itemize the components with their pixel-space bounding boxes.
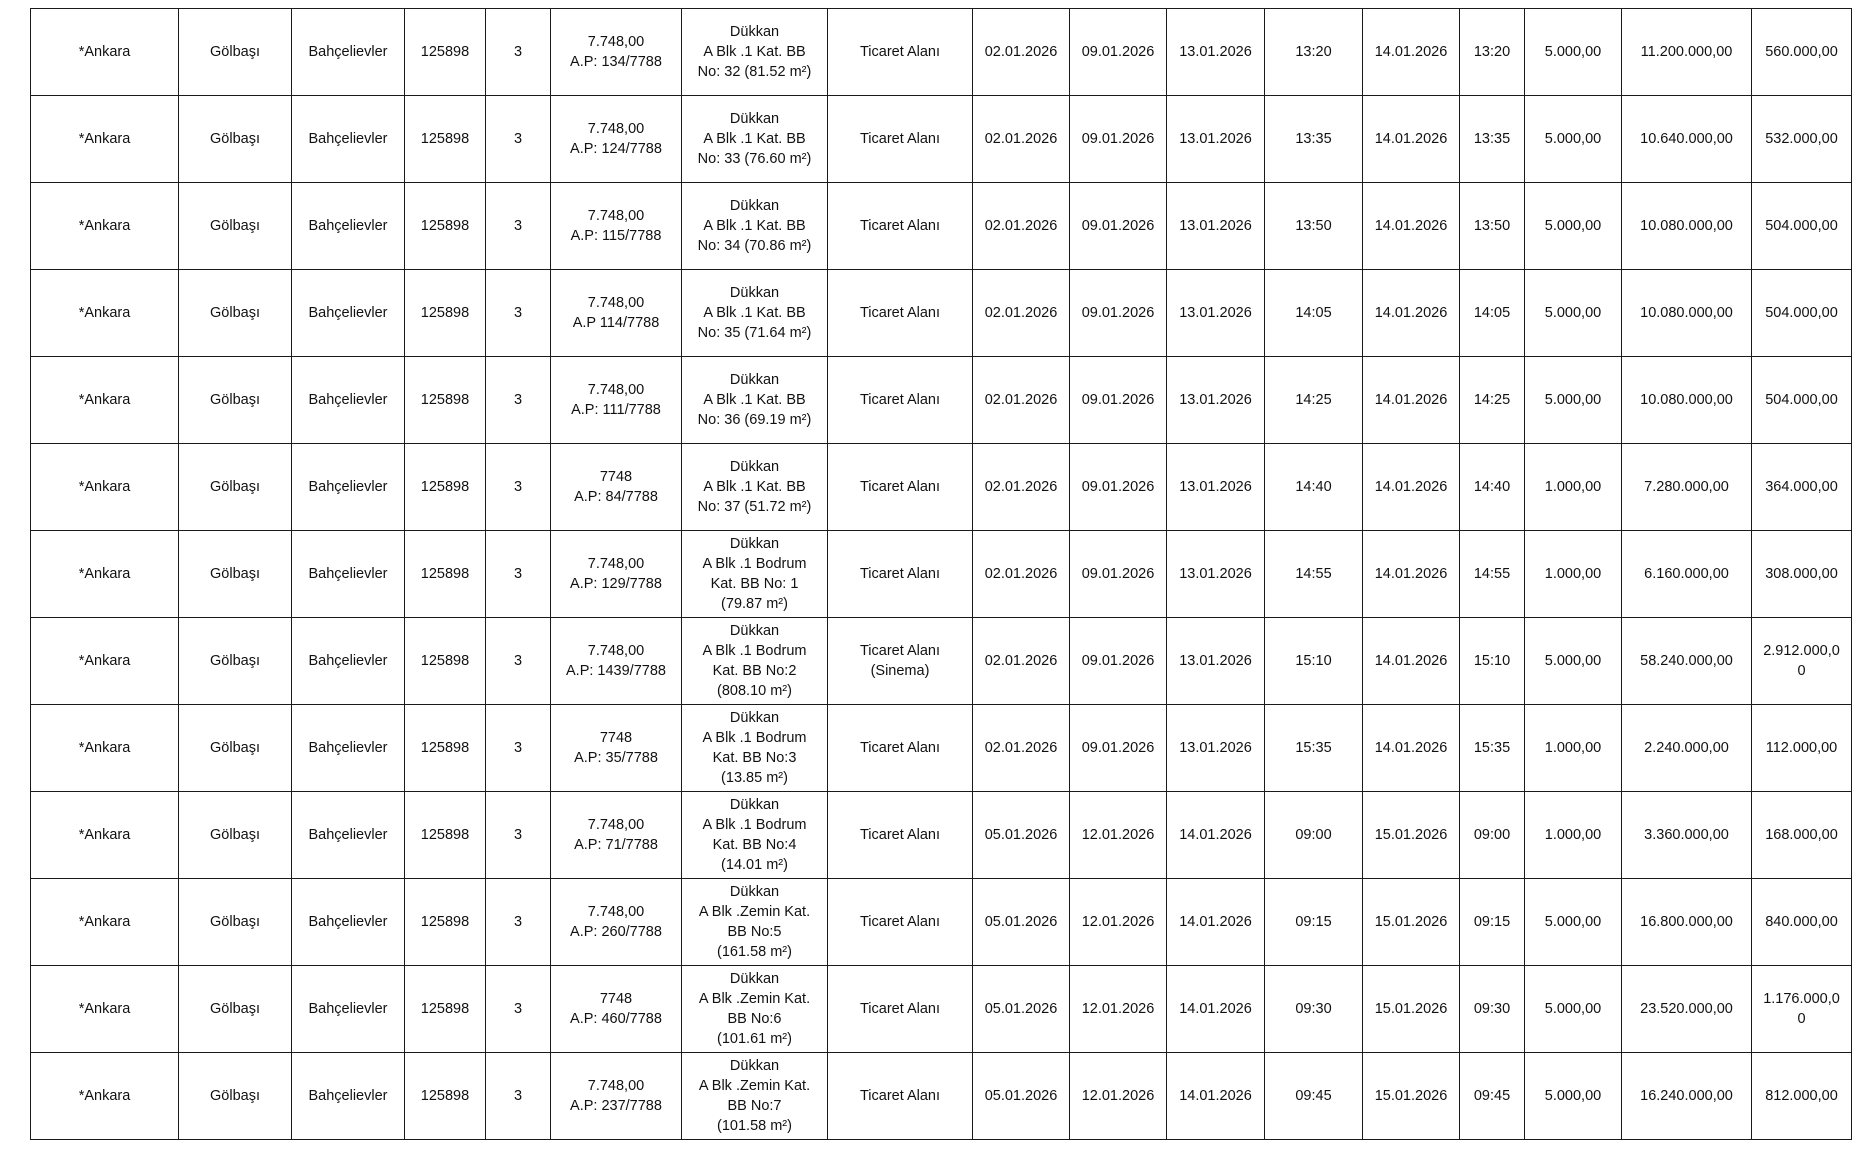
date-cell: 13.01.2026: [1167, 357, 1265, 444]
tender-time-cell: 13:50: [1460, 183, 1525, 270]
zoning-status-cell: Ticaret Alanı: [828, 444, 973, 531]
guarantee-amount-cell: 504.000,00: [1752, 270, 1852, 357]
tender-time-cell: 15:35: [1460, 705, 1525, 792]
area-share-cell: 7.748,00 A.P: 134/7788: [551, 9, 682, 96]
tender-time-cell: 09:45: [1460, 1053, 1525, 1140]
neighborhood-cell: Bahçelievler: [292, 9, 405, 96]
property-description-cell: Dükkan A Blk .1 Bodrum Kat. BB No:3 (13.85 m²): [682, 705, 828, 792]
province-cell: *Ankara: [31, 444, 179, 531]
block-number-cell: 125898: [405, 966, 486, 1053]
zoning-status-cell: Ticaret Alanı: [828, 183, 973, 270]
block-number-cell: 125898: [405, 792, 486, 879]
time-cell: 14:25: [1265, 357, 1363, 444]
neighborhood-cell: Bahçelievler: [292, 357, 405, 444]
table-row: [31, 183, 1852, 270]
table-row: [31, 96, 1852, 183]
block-number-cell: 125898: [405, 183, 486, 270]
tender-date-cell: 15.01.2026: [1363, 966, 1460, 1053]
tender-date-cell: 15.01.2026: [1363, 792, 1460, 879]
province-cell: *Ankara: [31, 618, 179, 705]
district-cell: Gölbaşı: [179, 966, 292, 1053]
date-cell: 14.01.2026: [1167, 966, 1265, 1053]
province-cell: *Ankara: [31, 531, 179, 618]
district-cell: Gölbaşı: [179, 792, 292, 879]
estimated-value-cell: 6.160.000,00: [1622, 531, 1752, 618]
table-row: [31, 1053, 1852, 1140]
tender-time-cell: 14:05: [1460, 270, 1525, 357]
neighborhood-cell: Bahçelievler: [292, 183, 405, 270]
table-row: [31, 792, 1852, 879]
date-cell: 02.01.2026: [973, 444, 1070, 531]
table-row: [31, 705, 1852, 792]
area-share-cell: 7.748,00 A.P: 115/7788: [551, 183, 682, 270]
tender-date-cell: 14.01.2026: [1363, 270, 1460, 357]
date-cell: 13.01.2026: [1167, 270, 1265, 357]
amount-cell: 5.000,00: [1525, 183, 1622, 270]
parcel-number-cell: 3: [486, 792, 551, 879]
date-cell: 13.01.2026: [1167, 444, 1265, 531]
date-cell: 09.01.2026: [1070, 531, 1167, 618]
date-cell: 02.01.2026: [973, 357, 1070, 444]
date-cell: 13.01.2026: [1167, 531, 1265, 618]
table-row: [31, 531, 1852, 618]
tender-time-cell: 13:35: [1460, 96, 1525, 183]
time-cell: 13:20: [1265, 9, 1363, 96]
date-cell: 13.01.2026: [1167, 618, 1265, 705]
table-row: [31, 357, 1852, 444]
district-cell: Gölbaşı: [179, 705, 292, 792]
property-description-cell: Dükkan A Blk .1 Bodrum Kat. BB No:2 (808.10 m²): [682, 618, 828, 705]
time-cell: 14:05: [1265, 270, 1363, 357]
date-cell: 09.01.2026: [1070, 705, 1167, 792]
date-cell: 12.01.2026: [1070, 1053, 1167, 1140]
tender-time-cell: 14:40: [1460, 444, 1525, 531]
zoning-status-cell: Ticaret Alanı: [828, 357, 973, 444]
area-share-cell: 7.748,00 A.P: 124/7788: [551, 96, 682, 183]
time-cell: 13:50: [1265, 183, 1363, 270]
date-cell: 09.01.2026: [1070, 357, 1167, 444]
block-number-cell: 125898: [405, 9, 486, 96]
district-cell: Gölbaşı: [179, 9, 292, 96]
date-cell: 02.01.2026: [973, 9, 1070, 96]
property-description-cell: Dükkan A Blk .Zemin Kat. BB No:6 (101.61 m²): [682, 966, 828, 1053]
tender-time-cell: 09:30: [1460, 966, 1525, 1053]
table-row: [31, 9, 1852, 96]
time-cell: 14:40: [1265, 444, 1363, 531]
neighborhood-cell: Bahçelievler: [292, 531, 405, 618]
estimated-value-cell: 10.080.000,00: [1622, 270, 1752, 357]
province-cell: *Ankara: [31, 270, 179, 357]
neighborhood-cell: Bahçelievler: [292, 444, 405, 531]
guarantee-amount-cell: 364.000,00: [1752, 444, 1852, 531]
estimated-value-cell: 10.080.000,00: [1622, 357, 1752, 444]
zoning-status-cell: Ticaret Alanı: [828, 9, 973, 96]
amount-cell: 1.000,00: [1525, 444, 1622, 531]
property-description-cell: Dükkan A Blk .1 Kat. BB No: 35 (71.64 m²): [682, 270, 828, 357]
date-cell: 14.01.2026: [1167, 792, 1265, 879]
property-description-cell: Dükkan A Blk .1 Kat. BB No: 37 (51.72 m²): [682, 444, 828, 531]
date-cell: 02.01.2026: [973, 618, 1070, 705]
date-cell: 13.01.2026: [1167, 96, 1265, 183]
guarantee-amount-cell: 504.000,00: [1752, 183, 1852, 270]
district-cell: Gölbaşı: [179, 183, 292, 270]
table-row: [31, 618, 1852, 705]
zoning-status-cell: Ticaret Alanı: [828, 966, 973, 1053]
zoning-status-cell: Ticaret Alanı: [828, 96, 973, 183]
tender-date-cell: 14.01.2026: [1363, 531, 1460, 618]
zoning-status-cell: Ticaret Alanı (Sinema): [828, 618, 973, 705]
date-cell: 12.01.2026: [1070, 792, 1167, 879]
zoning-status-cell: Ticaret Alanı: [828, 705, 973, 792]
time-cell: 09:15: [1265, 879, 1363, 966]
date-cell: 12.01.2026: [1070, 879, 1167, 966]
area-share-cell: 7.748,00 A.P: 71/7788: [551, 792, 682, 879]
amount-cell: 1.000,00: [1525, 531, 1622, 618]
estimated-value-cell: 16.240.000,00: [1622, 1053, 1752, 1140]
table-body: [31, 9, 1852, 1140]
neighborhood-cell: Bahçelievler: [292, 705, 405, 792]
zoning-status-cell: Ticaret Alanı: [828, 531, 973, 618]
estimated-value-cell: 10.080.000,00: [1622, 183, 1752, 270]
parcel-number-cell: 3: [486, 618, 551, 705]
date-cell: 02.01.2026: [973, 96, 1070, 183]
area-share-cell: 7.748,00 A.P: 1439/7788: [551, 618, 682, 705]
area-share-cell: 7.748,00 A.P: 237/7788: [551, 1053, 682, 1140]
date-cell: 09.01.2026: [1070, 183, 1167, 270]
province-cell: *Ankara: [31, 9, 179, 96]
date-cell: 09.01.2026: [1070, 444, 1167, 531]
table-row: [31, 270, 1852, 357]
parcel-number-cell: 3: [486, 1053, 551, 1140]
parcel-number-cell: 3: [486, 966, 551, 1053]
neighborhood-cell: Bahçelievler: [292, 792, 405, 879]
tender-date-cell: 14.01.2026: [1363, 618, 1460, 705]
amount-cell: 1.000,00: [1525, 705, 1622, 792]
province-cell: *Ankara: [31, 879, 179, 966]
date-cell: 09.01.2026: [1070, 618, 1167, 705]
estimated-value-cell: 10.640.000,00: [1622, 96, 1752, 183]
guarantee-amount-cell: 840.000,00: [1752, 879, 1852, 966]
date-cell: 05.01.2026: [973, 879, 1070, 966]
time-cell: 14:55: [1265, 531, 1363, 618]
tender-table: [30, 8, 1852, 1140]
guarantee-amount-cell: 1.176.000,0 0: [1752, 966, 1852, 1053]
tender-time-cell: 13:20: [1460, 9, 1525, 96]
amount-cell: 5.000,00: [1525, 96, 1622, 183]
date-cell: 09.01.2026: [1070, 270, 1167, 357]
neighborhood-cell: Bahçelievler: [292, 270, 405, 357]
property-description-cell: Dükkan A Blk .Zemin Kat. BB No:7 (101.58 m²): [682, 1053, 828, 1140]
estimated-value-cell: 23.520.000,00: [1622, 966, 1752, 1053]
estimated-value-cell: 58.240.000,00: [1622, 618, 1752, 705]
tender-time-cell: 14:25: [1460, 357, 1525, 444]
table-row: [31, 879, 1852, 966]
estimated-value-cell: 2.240.000,00: [1622, 705, 1752, 792]
block-number-cell: 125898: [405, 96, 486, 183]
amount-cell: 5.000,00: [1525, 357, 1622, 444]
date-cell: 13.01.2026: [1167, 183, 1265, 270]
block-number-cell: 125898: [405, 270, 486, 357]
province-cell: *Ankara: [31, 183, 179, 270]
table-row: [31, 444, 1852, 531]
date-cell: 05.01.2026: [973, 1053, 1070, 1140]
area-share-cell: 7748 A.P: 460/7788: [551, 966, 682, 1053]
guarantee-amount-cell: 2.912.000,0 0: [1752, 618, 1852, 705]
date-cell: 02.01.2026: [973, 531, 1070, 618]
date-cell: 02.01.2026: [973, 183, 1070, 270]
property-description-cell: Dükkan A Blk .1 Kat. BB No: 36 (69.19 m²): [682, 357, 828, 444]
parcel-number-cell: 3: [486, 270, 551, 357]
area-share-cell: 7.748,00 A.P: 111/7788: [551, 357, 682, 444]
date-cell: 12.01.2026: [1070, 966, 1167, 1053]
amount-cell: 5.000,00: [1525, 9, 1622, 96]
amount-cell: 5.000,00: [1525, 1053, 1622, 1140]
district-cell: Gölbaşı: [179, 444, 292, 531]
block-number-cell: 125898: [405, 1053, 486, 1140]
time-cell: 09:45: [1265, 1053, 1363, 1140]
parcel-number-cell: 3: [486, 9, 551, 96]
province-cell: *Ankara: [31, 96, 179, 183]
district-cell: Gölbaşı: [179, 879, 292, 966]
time-cell: 09:30: [1265, 966, 1363, 1053]
zoning-status-cell: Ticaret Alanı: [828, 1053, 973, 1140]
parcel-number-cell: 3: [486, 444, 551, 531]
area-share-cell: 7.748,00 A.P: 129/7788: [551, 531, 682, 618]
tender-date-cell: 15.01.2026: [1363, 879, 1460, 966]
date-cell: 05.01.2026: [973, 966, 1070, 1053]
property-description-cell: Dükkan A Blk .1 Bodrum Kat. BB No:4 (14.01 m²): [682, 792, 828, 879]
estimated-value-cell: 16.800.000,00: [1622, 879, 1752, 966]
date-cell: 14.01.2026: [1167, 1053, 1265, 1140]
table-row: [31, 966, 1852, 1053]
guarantee-amount-cell: 504.000,00: [1752, 357, 1852, 444]
date-cell: 02.01.2026: [973, 705, 1070, 792]
estimated-value-cell: 7.280.000,00: [1622, 444, 1752, 531]
area-share-cell: 7748 A.P: 84/7788: [551, 444, 682, 531]
area-share-cell: 7.748,00 A.P: 260/7788: [551, 879, 682, 966]
province-cell: *Ankara: [31, 705, 179, 792]
province-cell: *Ankara: [31, 1053, 179, 1140]
date-cell: 09.01.2026: [1070, 9, 1167, 96]
time-cell: 13:35: [1265, 96, 1363, 183]
amount-cell: 1.000,00: [1525, 792, 1622, 879]
neighborhood-cell: Bahçelievler: [292, 966, 405, 1053]
estimated-value-cell: 3.360.000,00: [1622, 792, 1752, 879]
amount-cell: 5.000,00: [1525, 618, 1622, 705]
property-description-cell: Dükkan A Blk .1 Kat. BB No: 34 (70.86 m²): [682, 183, 828, 270]
tender-date-cell: 14.01.2026: [1363, 705, 1460, 792]
guarantee-amount-cell: 532.000,00: [1752, 96, 1852, 183]
tender-date-cell: 14.01.2026: [1363, 9, 1460, 96]
amount-cell: 5.000,00: [1525, 270, 1622, 357]
date-cell: 13.01.2026: [1167, 9, 1265, 96]
guarantee-amount-cell: 168.000,00: [1752, 792, 1852, 879]
tender-date-cell: 14.01.2026: [1363, 357, 1460, 444]
block-number-cell: 125898: [405, 444, 486, 531]
block-number-cell: 125898: [405, 879, 486, 966]
parcel-number-cell: 3: [486, 357, 551, 444]
estimated-value-cell: 11.200.000,00: [1622, 9, 1752, 96]
district-cell: Gölbaşı: [179, 96, 292, 183]
area-share-cell: 7.748,00 A.P 114/7788: [551, 270, 682, 357]
tender-time-cell: 09:15: [1460, 879, 1525, 966]
date-cell: 13.01.2026: [1167, 705, 1265, 792]
province-cell: *Ankara: [31, 357, 179, 444]
date-cell: 09.01.2026: [1070, 96, 1167, 183]
guarantee-amount-cell: 308.000,00: [1752, 531, 1852, 618]
block-number-cell: 125898: [405, 357, 486, 444]
district-cell: Gölbaşı: [179, 618, 292, 705]
tender-date-cell: 14.01.2026: [1363, 444, 1460, 531]
zoning-status-cell: Ticaret Alanı: [828, 270, 973, 357]
tender-date-cell: 15.01.2026: [1363, 1053, 1460, 1140]
neighborhood-cell: Bahçelievler: [292, 618, 405, 705]
tender-table-sheet: [30, 8, 1852, 1140]
time-cell: 09:00: [1265, 792, 1363, 879]
time-cell: 15:35: [1265, 705, 1363, 792]
date-cell: 14.01.2026: [1167, 879, 1265, 966]
zoning-status-cell: Ticaret Alanı: [828, 792, 973, 879]
property-description-cell: Dükkan A Blk .Zemin Kat. BB No:5 (161.58 m²): [682, 879, 828, 966]
area-share-cell: 7748 A.P: 35/7788: [551, 705, 682, 792]
district-cell: Gölbaşı: [179, 1053, 292, 1140]
parcel-number-cell: 3: [486, 531, 551, 618]
tender-date-cell: 14.01.2026: [1363, 96, 1460, 183]
guarantee-amount-cell: 560.000,00: [1752, 9, 1852, 96]
parcel-number-cell: 3: [486, 705, 551, 792]
tender-time-cell: 09:00: [1460, 792, 1525, 879]
property-description-cell: Dükkan A Blk .1 Kat. BB No: 33 (76.60 m²): [682, 96, 828, 183]
time-cell: 15:10: [1265, 618, 1363, 705]
guarantee-amount-cell: 112.000,00: [1752, 705, 1852, 792]
district-cell: Gölbaşı: [179, 357, 292, 444]
province-cell: *Ankara: [31, 792, 179, 879]
guarantee-amount-cell: 812.000,00: [1752, 1053, 1852, 1140]
neighborhood-cell: Bahçelievler: [292, 96, 405, 183]
block-number-cell: 125898: [405, 531, 486, 618]
amount-cell: 5.000,00: [1525, 966, 1622, 1053]
neighborhood-cell: Bahçelievler: [292, 1053, 405, 1140]
block-number-cell: 125898: [405, 705, 486, 792]
zoning-status-cell: Ticaret Alanı: [828, 879, 973, 966]
district-cell: Gölbaşı: [179, 270, 292, 357]
property-description-cell: Dükkan A Blk .1 Kat. BB No: 32 (81.52 m²): [682, 9, 828, 96]
district-cell: Gölbaşı: [179, 531, 292, 618]
parcel-number-cell: 3: [486, 879, 551, 966]
date-cell: 02.01.2026: [973, 270, 1070, 357]
date-cell: 05.01.2026: [973, 792, 1070, 879]
property-description-cell: Dükkan A Blk .1 Bodrum Kat. BB No: 1 (79.87 m²): [682, 531, 828, 618]
block-number-cell: 125898: [405, 618, 486, 705]
tender-time-cell: 15:10: [1460, 618, 1525, 705]
neighborhood-cell: Bahçelievler: [292, 879, 405, 966]
tender-date-cell: 14.01.2026: [1363, 183, 1460, 270]
parcel-number-cell: 3: [486, 96, 551, 183]
amount-cell: 5.000,00: [1525, 879, 1622, 966]
parcel-number-cell: 3: [486, 183, 551, 270]
province-cell: *Ankara: [31, 966, 179, 1053]
tender-time-cell: 14:55: [1460, 531, 1525, 618]
